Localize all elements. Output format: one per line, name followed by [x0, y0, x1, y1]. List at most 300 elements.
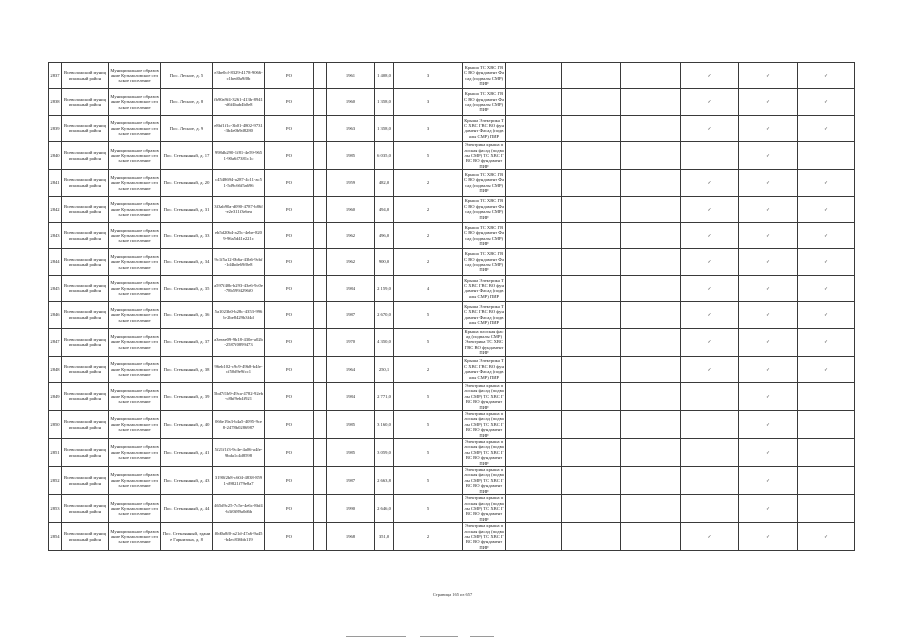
floors-cell: 2 [394, 196, 463, 222]
checkmark-icon: ✓ [824, 99, 828, 105]
check-cell [621, 222, 681, 248]
district-cell: Всеволожский муниципальный район [62, 115, 109, 141]
checkmark-icon: ✓ [766, 180, 770, 186]
check-cell [798, 115, 855, 141]
area-cell: 2 663,8 [375, 467, 394, 495]
floors-cell: 5 [394, 467, 463, 495]
check-cell [681, 275, 739, 301]
municipality-cell: Муниципальное образование Кузьмоловское сельское поселение [109, 382, 161, 410]
check-cell [739, 439, 798, 467]
row-number: 2850 [49, 411, 62, 439]
checkmark-icon: ✓ [824, 206, 828, 212]
municipality-cell: Муниципальное образование Кузьмоловское сельское поселение [109, 523, 161, 551]
type-cell: РО [265, 328, 314, 356]
checkmark-icon: ✓ [766, 477, 770, 483]
works-cell: Электрика крыша плоская фасад (подвалы СМР) ТС ХВС ГВС ВО фундамент ПИР [464, 411, 504, 438]
year-cell: 1984 [327, 382, 375, 410]
type-cell: РО [265, 382, 314, 410]
guid-cell: eb5d20b4-a25c-4ebe-8209-96a5d41e221c [213, 222, 265, 248]
table-row [49, 523, 855, 551]
check-cell [621, 63, 681, 89]
check-cell [798, 356, 855, 382]
guid-cell: e8bf1f1c-3b01-4802-9731-3b4e0b9d8280 [213, 115, 265, 141]
year-cell: 1961 [327, 63, 375, 89]
check-cell [739, 196, 798, 222]
checkmark-icon: ✓ [824, 533, 828, 539]
check-cell [739, 222, 798, 248]
type-cell: РО [265, 115, 314, 141]
check-cell [621, 249, 681, 275]
table-row [49, 356, 855, 382]
municipality-cell: Муниципальное образование Кузьмоловское сельское поселение [109, 63, 161, 89]
check-cell [798, 89, 855, 115]
area-cell: 2 771,0 [375, 382, 394, 410]
check-cell [621, 356, 681, 382]
district-cell: Всеволожский муниципальный район [62, 222, 109, 248]
check-cell [506, 356, 562, 382]
guid-cell: e3be0cf-8329-4178-9066-c1bed0a9f0b [213, 63, 265, 89]
row-number: 2853 [49, 495, 62, 523]
district-cell: Всеволожский муниципальный район [62, 89, 109, 115]
checkmark-icon: ✓ [824, 259, 828, 265]
blank-cell [314, 275, 327, 301]
year-cell: 1984 [327, 275, 375, 301]
address-cell: Пос. Стеклянный, д. 38 [161, 356, 213, 382]
check-cell [562, 115, 621, 141]
municipality-cell: Муниципальное образование Кузьмоловское сельское поселение [109, 249, 161, 275]
area-cell: 494,0 [375, 196, 394, 222]
check-cell [562, 302, 621, 328]
row-number: 2838 [49, 89, 62, 115]
floors-cell: 5 [394, 411, 463, 439]
address-cell: Пос. Стеклянный, д. 36 [161, 302, 213, 328]
guid-cell: 3190f2b8-c604-4838-8591-d9821f79e8a7 [213, 467, 265, 495]
address-cell: Пос. Лесное, д. 8 [161, 89, 213, 115]
register-table [48, 62, 855, 551]
blank-cell [314, 170, 327, 196]
blank-cell [314, 411, 327, 439]
row-number: 2846 [49, 302, 62, 328]
row-number: 2847 [49, 328, 62, 356]
checkmark-icon: ✓ [707, 339, 712, 345]
type-cell: РО [265, 302, 314, 328]
checkmark-icon: ✓ [766, 312, 770, 318]
area-cell: 1 358,0 [375, 89, 394, 115]
municipality-cell: Муниципальное образование Кузьмоловское сельское поселение [109, 170, 161, 196]
check-cell [739, 467, 798, 495]
works-cell: Крыша ТС ХВС ГВС ВО фундамент Фасад (подвалы СМР) ПИР [463, 89, 506, 115]
blank-cell [314, 249, 327, 275]
year-cell: 1964 [327, 356, 375, 382]
district-cell: Всеволожский муниципальный район [62, 63, 109, 89]
address-cell: Пос. Стеклянный, д. 39 [161, 382, 213, 410]
check-cell [798, 63, 855, 89]
type-cell: РО [265, 196, 314, 222]
check-cell [681, 115, 739, 141]
year-cell: 1959 [327, 170, 375, 196]
district-cell: Всеволожский муниципальный район [62, 439, 109, 467]
check-cell [506, 142, 562, 170]
year-cell: 1990 [327, 495, 375, 523]
floors-cell: 2 [394, 222, 463, 248]
type-cell: РО [265, 89, 314, 115]
blank-cell [314, 467, 327, 495]
municipality-cell: Муниципальное образование Кузьмоловское сельское поселение [109, 328, 161, 356]
check-cell [562, 328, 621, 356]
floors-cell: 5 [394, 495, 463, 523]
check-cell [621, 142, 681, 170]
blank-cell [314, 382, 327, 410]
checkmark-icon: ✓ [707, 259, 712, 265]
check-cell [739, 142, 798, 170]
check-cell [798, 411, 855, 439]
checkmark-icon: ✓ [824, 125, 828, 131]
floors-cell: 5 [394, 328, 463, 356]
check-cell [562, 356, 621, 382]
checkmark-icon: ✓ [824, 180, 828, 186]
area-cell: 6 035,0 [375, 142, 394, 170]
district-cell: Всеволожский муниципальный район [62, 142, 109, 170]
check-cell [506, 328, 562, 356]
check-cell [739, 328, 798, 356]
check-cell [798, 142, 855, 170]
check-cell [681, 328, 739, 356]
check-cell [621, 495, 681, 523]
address-cell: Пос. Стеклянный, д. 34 [161, 249, 213, 275]
check-cell [506, 275, 562, 301]
municipality-cell: Муниципальное образование Кузьмоловское сельское поселение [109, 222, 161, 248]
table-row [49, 222, 855, 248]
area-cell: 2 646,0 [375, 495, 394, 523]
address-cell: Пос. Лесное, д. 9 [161, 115, 213, 141]
checkmark-icon: ✓ [766, 421, 770, 427]
type-cell: РО [265, 467, 314, 495]
check-cell [621, 523, 681, 551]
row-number: 2841 [49, 170, 62, 196]
table-row [49, 495, 855, 523]
year-cell: 1962 [327, 249, 375, 275]
table-row [49, 89, 855, 115]
checkmark-icon: ✓ [707, 232, 712, 238]
check-cell [739, 411, 798, 439]
blank-cell [314, 523, 327, 551]
checkmark-icon: ✓ [766, 259, 770, 265]
guid-cell: 998db290-1f81-4e59-9651-90a6f7381c1c [213, 142, 265, 170]
check-cell [562, 523, 621, 551]
works-cell: Крыша ТС ХВС ГВС ВО фундамент Фасад (подвалы СМР) ПИР [463, 222, 506, 248]
municipality-cell: Муниципальное образование Кузьмоловское сельское поселение [109, 467, 161, 495]
checkmark-icon: ✓ [766, 152, 770, 158]
row-number: 2844 [49, 249, 62, 275]
scan-artifact [420, 636, 458, 637]
type-cell: РО [265, 356, 314, 382]
area-cell: 250,1 [375, 356, 394, 382]
checkmark-icon: ✓ [707, 285, 712, 291]
row-number: 2843 [49, 222, 62, 248]
area-cell: 3 059,0 [375, 439, 394, 467]
blank-cell [314, 328, 327, 356]
floors-cell: 5 [394, 439, 463, 467]
type-cell: РО [265, 495, 314, 523]
row-number: 2845 [49, 275, 62, 301]
checkmark-icon: ✓ [824, 285, 828, 291]
checkmark-icon: ✓ [766, 206, 770, 212]
type-cell: РО [265, 439, 314, 467]
guid-cell: f0d0a8f0-a21d-47a6-9a45-b4ec836bb119 [213, 523, 265, 551]
check-cell [621, 439, 681, 467]
works-cell: Крыша ТС ХВС ГВС ВО фундамент Фасад (подвалы СМР) ПИР [463, 63, 506, 89]
floors-cell: 2 [394, 356, 463, 382]
check-cell [621, 411, 681, 439]
works-cell: Электрика крыша плоская фасад (подвалы СМР) ТС ХВС ГВС ВО фундамент ПИР [464, 439, 504, 466]
guid-cell: 5bd7f1b9-49ca-4782-92eb-c8bf9eb4f921 [213, 382, 265, 410]
blank-cell [314, 302, 327, 328]
check-cell [506, 382, 562, 410]
check-cell [621, 196, 681, 222]
table-row [49, 142, 855, 170]
floors-cell: 3 [394, 89, 463, 115]
type-cell: РО [265, 142, 314, 170]
area-cell: 351,0 [375, 523, 394, 551]
check-cell [739, 382, 798, 410]
check-cell [506, 170, 562, 196]
table-row [49, 302, 855, 328]
municipality-cell: Муниципальное образование Кузьмоловское сельское поселение [109, 495, 161, 523]
check-cell [798, 249, 855, 275]
blank-cell [314, 89, 327, 115]
check-cell [562, 439, 621, 467]
check-cell [562, 170, 621, 196]
area-cell: 482,0 [375, 170, 394, 196]
works-cell: Электрика крыша плоская фасад (подвалы СМР) ТС ХВС ГВС ВО фундамент ПИР [464, 523, 504, 550]
checkmark-icon: ✓ [824, 232, 828, 238]
address-cell: Пос. Стеклянный, д. 33 [161, 222, 213, 248]
check-cell [681, 411, 739, 439]
row-number: 2842 [49, 196, 62, 222]
guid-cell: a597f40b-b293-43e6-9c0e-78b5994296f0 [213, 275, 265, 301]
check-cell [562, 467, 621, 495]
check-cell [739, 249, 798, 275]
check-cell [506, 302, 562, 328]
blank-cell [314, 115, 327, 141]
floors-cell: 5 [394, 382, 463, 410]
check-cell [562, 63, 621, 89]
district-cell: Всеволожский муниципальный район [62, 249, 109, 275]
checkmark-icon: ✓ [766, 449, 770, 455]
table-row [49, 196, 855, 222]
works-cell: Крыша ТС ХВС ГВС ВО фундамент Фасад (подвалы СМР) ПИР [463, 249, 506, 275]
check-cell [506, 411, 562, 439]
district-cell: Всеволожский муниципальный район [62, 356, 109, 382]
check-cell [621, 89, 681, 115]
check-cell [681, 356, 739, 382]
check-cell [506, 249, 562, 275]
check-cell [562, 382, 621, 410]
check-cell [506, 495, 562, 523]
check-cell [562, 495, 621, 523]
checkmark-icon: ✓ [766, 533, 770, 539]
checkmark-icon: ✓ [766, 505, 770, 511]
area-cell: 900,0 [375, 249, 394, 275]
municipality-cell: Муниципальное образование Кузьмоловское сельское поселение [109, 196, 161, 222]
checkmark-icon: ✓ [824, 366, 828, 372]
table-row [49, 275, 855, 301]
check-cell [798, 275, 855, 301]
checkmark-icon: ✓ [707, 72, 712, 78]
check-cell [562, 249, 621, 275]
area-cell: 3 160,0 [375, 411, 394, 439]
check-cell [681, 170, 739, 196]
check-cell [621, 275, 681, 301]
district-cell: Всеволожский муниципальный район [62, 275, 109, 301]
type-cell: РО [265, 63, 314, 89]
works-cell: Электрика крыша плоская фасад (подвалы СМР) ТС ХВС ГВС ВО фундамент ПИР [464, 382, 504, 410]
checkmark-icon: ✓ [766, 72, 770, 78]
checkmark-icon: ✓ [766, 125, 770, 131]
scan-artifact [346, 636, 406, 637]
check-cell [739, 275, 798, 301]
table-row [49, 439, 855, 467]
checkmark-icon: ✓ [707, 533, 712, 539]
municipality-cell: Муниципальное образование Кузьмоловское сельское поселение [109, 439, 161, 467]
check-cell [739, 523, 798, 551]
blank-cell [314, 495, 327, 523]
check-cell [506, 439, 562, 467]
year-cell: 1960 [327, 196, 375, 222]
checkmark-icon: ✓ [766, 393, 770, 399]
check-cell [621, 302, 681, 328]
check-cell [681, 302, 739, 328]
municipality-cell: Муниципальное образование Кузьмоловское сельское поселение [109, 411, 161, 439]
district-cell: Всеволожский муниципальный район [62, 382, 109, 410]
check-cell [621, 382, 681, 410]
works-cell: Крыша Электрика ТС ХВС ГВС ВО фундамент Фасад (подвалы СМР) ПИР [463, 115, 506, 141]
type-cell: РО [265, 411, 314, 439]
check-cell [681, 89, 739, 115]
year-cell: 1985 [327, 439, 375, 467]
municipality-cell: Муниципальное образование Кузьмоловское сельское поселение [109, 89, 161, 115]
guid-cell: 9c1f5a12-0b6a-43b6-9cbf-1d4bde69f0e8 [213, 249, 265, 275]
checkmark-icon: ✓ [766, 232, 770, 238]
check-cell [681, 142, 739, 170]
floors-cell: 2 [394, 170, 463, 196]
area-cell: 1 358,0 [375, 115, 394, 141]
guid-cell: 5a1023b0-b28c-4353-996b-2be8429b3f4d [213, 302, 265, 328]
check-cell [562, 275, 621, 301]
type-cell: РО [265, 170, 314, 196]
check-cell [681, 495, 739, 523]
guid-cell: fb90a9f4-3261-413b-8941-d6f4bab4b0e8 [213, 89, 265, 115]
checkmark-icon: ✓ [824, 72, 828, 78]
row-number: 2839 [49, 115, 62, 141]
checkmark-icon: ✓ [766, 285, 770, 291]
type-cell: РО [265, 275, 314, 301]
area-cell: 2 670,0 [375, 302, 394, 328]
checkmark-icon: ✓ [707, 366, 712, 372]
guid-cell: 5f21f1f3-9c4e-4a06-a4fe-9bda1c4d8598 [213, 439, 265, 467]
checkmark-icon: ✓ [707, 99, 712, 105]
check-cell [506, 467, 562, 495]
works-cell: Электрика крыша плоская фасад (подвалы СМР) ТС ХВС ГВС ВО фундамент ПИР [464, 467, 504, 494]
district-cell: Всеволожский муниципальный район [62, 495, 109, 523]
check-cell [621, 467, 681, 495]
checkmark-icon: ✓ [766, 366, 770, 372]
check-cell [562, 411, 621, 439]
check-cell [681, 63, 739, 89]
check-cell [562, 222, 621, 248]
works-cell: Электрика крыша плоская фасад (подвалы СМР) ТС ХВС ГВС ВО фундамент ПИР [464, 142, 504, 169]
check-cell [506, 523, 562, 551]
guid-cell: c4548694-a287-4c11-ac51-5d9c66f5a696 [213, 170, 265, 196]
guid-cell: 465d9c25-7c5e-4e6c-8bf4-b3f0f89a0d6b [213, 495, 265, 523]
table-row [49, 115, 855, 141]
year-cell: 1987 [327, 302, 375, 328]
blank-cell [314, 196, 327, 222]
guid-cell: 96eb102-c9c9-49b8-b4fe-cf50d9e9fcc1 [213, 356, 265, 382]
check-cell [681, 249, 739, 275]
year-cell: 1970 [327, 328, 375, 356]
check-cell [739, 495, 798, 523]
check-cell [506, 115, 562, 141]
address-cell: Пос. Стеклянный, д. 43 [161, 467, 213, 495]
table-row [49, 170, 855, 196]
checkmark-icon: ✓ [824, 312, 828, 318]
area-cell: 4 350,0 [375, 328, 394, 356]
address-cell: Пос. Стеклянный, д. 41 [161, 439, 213, 467]
floors-cell: 3 [394, 63, 463, 89]
address-cell: Пос. Стеклянный, д. 35 [161, 275, 213, 301]
check-cell [798, 170, 855, 196]
check-cell [681, 196, 739, 222]
municipality-cell: Муниципальное образование Кузьмоловское сельское поселение [109, 275, 161, 301]
address-cell: Пос. Стеклянный, здание Гарнизона, д. 8 [161, 523, 213, 551]
type-cell: РО [265, 222, 314, 248]
district-cell: Всеволожский муниципальный район [62, 196, 109, 222]
check-cell [621, 170, 681, 196]
check-cell [562, 142, 621, 170]
check-cell [798, 439, 855, 467]
check-cell [681, 439, 739, 467]
works-cell: Электрика крыша плоская фасад (подвалы СМР) ТС ХВС ГВС ВО фундамент ПИР [464, 495, 504, 522]
check-cell [739, 63, 798, 89]
district-cell: Всеволожский муниципальный район [62, 411, 109, 439]
row-number: 2849 [49, 382, 62, 410]
check-cell [739, 302, 798, 328]
year-cell: 1987 [327, 467, 375, 495]
row-number: 2837 [49, 63, 62, 89]
year-cell: 1962 [327, 222, 375, 248]
blank-cell [314, 142, 327, 170]
check-cell [621, 328, 681, 356]
checkmark-icon: ✓ [766, 339, 770, 345]
table-row [49, 467, 855, 495]
check-cell [621, 115, 681, 141]
works-cell: Крыша плоская фасад (подвалы СМР) Электрика ТС ХВС ГВС ВО фундамент ПИР [463, 328, 506, 356]
table-row [49, 328, 855, 356]
checkmark-icon: ✓ [707, 206, 712, 212]
floors-cell: 3 [394, 115, 463, 141]
area-cell: 2 159,0 [375, 275, 394, 301]
blank-cell [314, 63, 327, 89]
district-cell: Всеволожский муниципальный район [62, 467, 109, 495]
municipality-cell: Муниципальное образование Кузьмоловское сельское поселение [109, 356, 161, 382]
blank-cell [314, 356, 327, 382]
municipality-cell: Муниципальное образование Кузьмоловское сельское поселение [109, 142, 161, 170]
check-cell [506, 89, 562, 115]
works-cell: Крыша Электрика ТС ХВС ГВС ВО фундамент Фасад (подвалы СМР) ПИР [463, 275, 506, 301]
guid-cell: 3f3ab90a-d090-4787-b86f-e2e311f3ebea [213, 196, 265, 222]
guid-cell: a3eeae09-9b18-430e-a02b-2587f0899473 [213, 328, 265, 356]
